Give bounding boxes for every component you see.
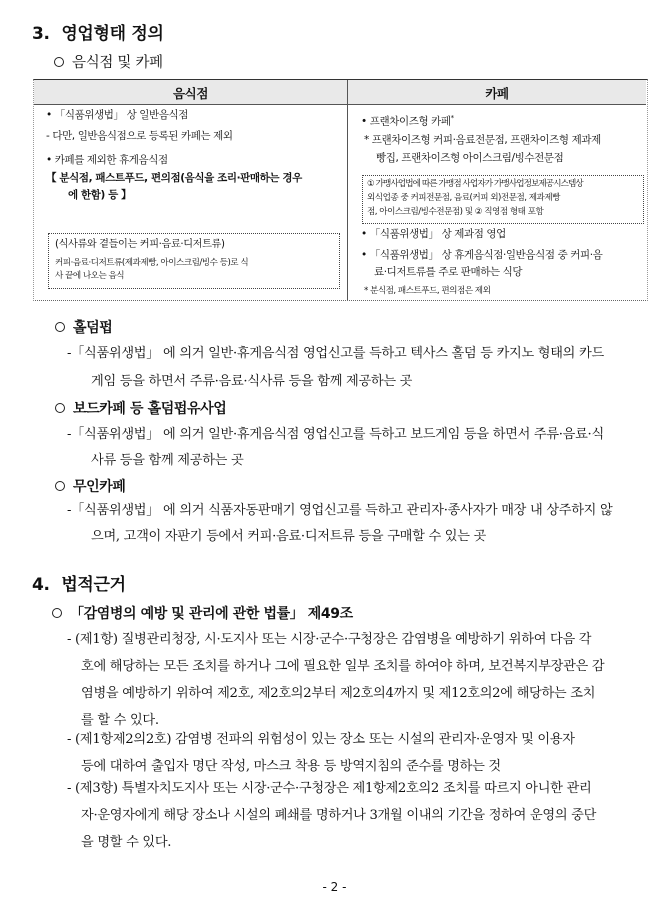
subsection-unmanned-cafe: 무인카페 [55, 476, 126, 496]
left-item-2-detail-1: 【 분식점, 패스트푸드, 편의점(음식을 조리·판매하는 경우 [46, 172, 302, 184]
col-header-cafe: 카페 [485, 86, 509, 101]
law-p1-line-3: 염병을 예방하기 위하여 제2호, 제2호의2부터 제2호의4까지 및 제12호의2에 해당하는 조치 [81, 686, 596, 701]
circle-bullet-icon [55, 403, 65, 413]
law-p1-line-1: - (제1항) 질병관리청장, 시·도지사 또는 시장·군수·구청장은 감염병을 예방하기 위하여 다음 각 [67, 632, 592, 647]
unmanned-line-2: 으며, 고객이 자판기 등에서 커피·음료·디저트류 등을 구매할 수 있는 곳 [91, 529, 486, 544]
section-3-number: 3. [32, 24, 50, 44]
left-box-line-1: 커피·음료·디저트류(제과제빵, 아이스크림/빙수 등)로 식 [55, 258, 249, 268]
section-4-number: 4. [32, 575, 50, 595]
right-box-line-3: 점, 아이스크림/빙수전문점) 및 ② 직영점 형태 포함 [367, 207, 544, 217]
right-item-3-cont: 료·디저트류를 주로 판매하는 식당 [374, 266, 523, 278]
subsection-board-cafe: 보드카페 등 홀덤펍유사업 [55, 398, 226, 418]
left-box-line-2: 사 끝에 나오는 음식 [55, 271, 125, 281]
left-item-2: • 카페를 제외한 휴게음식점 [46, 154, 168, 166]
section-3-title: 영업형태 정의 [61, 24, 164, 44]
right-item-3: • 「식품위생법」 상 휴게음식점·일반음식점 중 커피·음 [361, 249, 603, 261]
subsection-restaurant-cafe [54, 51, 163, 72]
law-title: 「감염병의 예방 및 관리에 관한 법률」 제49조 [52, 603, 353, 623]
left-box-title: (식사류와 곁들이는 커피·음료·디저트류) [55, 239, 225, 250]
right-box-line-1: ① 가맹사업법에 따른 가맹점 사업자가 가맹사업정보제공시스템상 [367, 179, 583, 189]
boardcafe-line-1: -「식품위생법」 에 의거 일반·휴게음식점 영업신고를 득하고 보드게임 등을 하면서 주류·음료·식 [67, 427, 604, 442]
right-box-line-2: 외식업종 중 커피전문점, 음료(커피 외)전문점, 제과제빵 [367, 193, 560, 203]
law-p3-line-1: - (제3항) 특별자치도지사 또는 시장·군수·구청장은 제1항제2호의2 조치를 따르지 아니한 관리 [67, 781, 592, 796]
law-p3-line-3: 을 명할 수 있다. [81, 835, 172, 850]
right-item-1: • 프랜차이즈형 카페* [361, 114, 454, 128]
left-note-box [48, 233, 340, 289]
holdem-line-1: -「식품위생법」 에 의거 일반·휴게음식점 영업신고를 득하고 텍사스 홀덤 등 카지노 형태의 카드 [67, 346, 604, 361]
law-p2-line-1: - (제1항제2의2호) 감염병 전파의 위험성이 있는 장소 또는 시설의 관리자·운영자 및 이용자 [67, 732, 575, 747]
right-note-box [362, 175, 644, 224]
right-item-3-note: * 분식점, 패스트푸드, 편의점은 제외 [364, 286, 491, 296]
section-4-heading [32, 570, 126, 595]
holdem-line-2: 게임 등을 하면서 주류·음료·식사류 등을 함께 제공하는 곳 [91, 374, 413, 389]
law-p2-line-2: 등에 대하여 출입자 명단 작성, 마스크 착용 등 방역지침의 준수를 명하는 것 [81, 759, 501, 774]
left-item-1: • 「식품위생법」 상 일반음식점 [46, 109, 188, 121]
page-number: - 2 - [322, 880, 347, 894]
circle-bullet-icon [55, 481, 65, 491]
right-item-1-note-1: * 프랜차이즈형 커피·음료전문점, 프랜차이즈형 제과제 [364, 134, 601, 146]
right-item-1-note-2: 빵집, 프랜차이즈형 아이스크림/빙수전문점 [376, 152, 564, 164]
section-3-heading [32, 19, 164, 44]
left-item-2-detail-2: 에 한함) 등 】 [68, 189, 132, 201]
definition-table [33, 79, 648, 301]
boardcafe-line-2: 사류 등을 함께 제공하는 곳 [91, 453, 244, 468]
circle-bullet-icon [54, 57, 64, 67]
column-divider [347, 80, 348, 300]
circle-bullet-icon [52, 608, 62, 618]
right-item-2: • 「식품위생법」 상 제과점 영업 [361, 228, 506, 240]
subsection-title: 음식점 및 카페 [72, 55, 163, 71]
circle-bullet-icon [55, 322, 65, 332]
law-p1-line-4: 를 할 수 있다. [81, 713, 159, 728]
law-p1-line-2: 호에 해당하는 모든 조치를 하거나 그에 필요한 일부 조치를 하여야 하며, 보건복지부장관은 감 [81, 659, 605, 674]
subsection-holdem-pub: 홀덤펍 [55, 317, 112, 337]
unmanned-line-1: -「식품위생법」 에 의거 식품자동판매기 영업신고를 득하고 관리자·종사자가 매장 내 상주하지 않 [67, 503, 613, 518]
left-item-1-note: - 다만, 일반음식점으로 등록된 카페는 제외 [46, 130, 233, 142]
law-p3-line-2: 자·운영자에게 해당 장소나 시설의 폐쇄를 명하거나 3개월 이내의 기간을 정하여 운영의 중단 [81, 808, 597, 823]
section-4-title: 법적근거 [61, 575, 126, 595]
col-header-restaurant: 음식점 [172, 86, 209, 101]
